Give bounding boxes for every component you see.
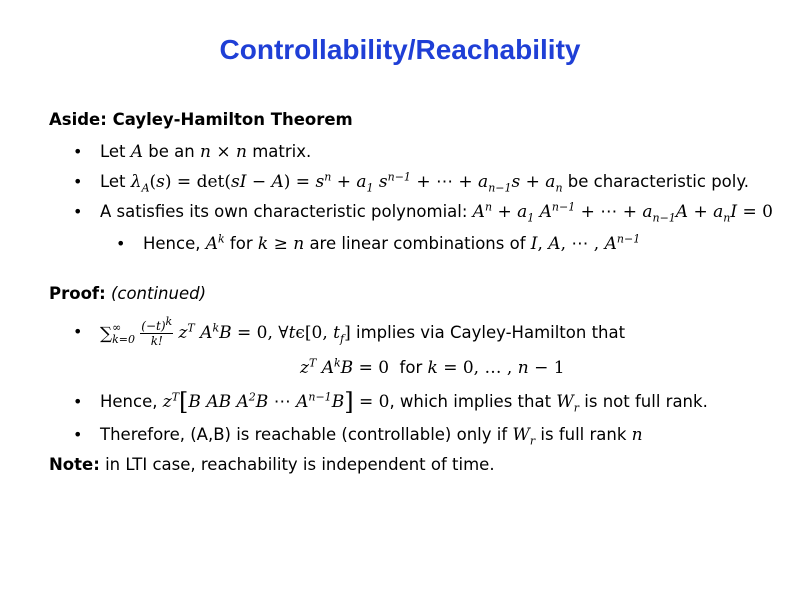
- math-expression: I, A, ⋯ , $A^{n-1}$: [530, 232, 641, 254]
- aside-bullet-2: [100, 170, 750, 195]
- bullet-dot: •: [116, 234, 126, 253]
- text-segment: Hence,: [143, 234, 206, 253]
- bullet-dot: •: [73, 425, 83, 444]
- math-expression: $W_r$: [512, 425, 536, 448]
- note-text: in LTI case, reachability is independent of time.: [99, 455, 495, 474]
- math-expression: $A^k$: [205, 232, 225, 254]
- proof-bullet-1: [100, 316, 625, 351]
- bullet-dot: •: [73, 322, 83, 341]
- aside-heading: Aside: Cayley-Hamilton Theorem: [49, 110, 353, 129]
- text-segment: Let: [100, 172, 131, 191]
- math-expression: $A^n + a_1$ $A^{n-1}$ + ⋯ + $a_{n-1}A + a_nI = 0$: [472, 200, 773, 225]
- bullet-dot: •: [73, 392, 83, 411]
- page-title: Controllability/Reachability: [219, 34, 581, 65]
- bullet-dot: •: [73, 142, 83, 161]
- math-expression: n × n: [200, 142, 247, 162]
- text-segment: Therefore, (A,B) is reachable (controllable) only if: [100, 425, 513, 444]
- math-expression: k = 0, … , n − 1: [427, 358, 565, 378]
- bullet-dot: •: [73, 202, 83, 221]
- text-segment: , which implies that: [389, 392, 557, 411]
- proof-center-equation: [300, 358, 565, 378]
- text-segment: Hence,: [100, 392, 163, 411]
- text-segment: be characteristic poly.: [562, 172, 750, 191]
- text-segment: A satisfies its own characteristic polynomial:: [100, 202, 473, 221]
- proof-bullet-2: [100, 388, 708, 416]
- text-segment: for: [399, 358, 428, 377]
- text-segment: implies via Cayley-Hamilton that: [350, 323, 626, 342]
- aside-bullet-1: [100, 142, 311, 162]
- note-line: [49, 455, 495, 475]
- math-expression: $W_r$: [556, 392, 580, 415]
- proof-bullet-3: [100, 425, 643, 448]
- math-expression: A: [130, 142, 144, 162]
- math-expression: k ≥ n: [257, 234, 305, 254]
- math-expression: $\lambda_A(s) = \det(sI - A) = s^n + a_1$ $s^{n-1}$ + ⋯ + $a_{n-1}s + a_n$: [130, 170, 563, 195]
- proof-label: Proof:: [49, 284, 106, 303]
- math-fraction: $\frac{(-t)^k}{k!}$: [141, 315, 173, 348]
- text-segment: Let: [100, 142, 131, 161]
- aside-sub-bullet: [143, 234, 640, 254]
- text-segment: be an: [143, 142, 200, 161]
- bullet-dot: •: [73, 172, 83, 191]
- math-expression: $z^T$ $A^kB = 0$, ∀tϵ[0, $t_f$]: [178, 321, 351, 346]
- math-expression: $z^T[B$ AB $A^2B$ ⋯ $A^{n-1}B] = 0$: [162, 388, 390, 416]
- text-segment: are linear combinations of: [304, 234, 531, 253]
- text-segment: is full rank: [535, 425, 632, 444]
- text-segment: is not full rank.: [579, 392, 708, 411]
- math-expression: n: [631, 425, 643, 445]
- proof-heading: [49, 284, 206, 304]
- text-segment: matrix.: [246, 142, 312, 161]
- math-expression: $z^T$ $A^kB = 0$: [300, 356, 390, 378]
- proof-paren: (continued): [110, 284, 207, 303]
- math-expression: ∑ ∞ k=0: [100, 321, 136, 346]
- note-label: Note:: [49, 455, 100, 474]
- aside-bullet-3: [100, 200, 773, 225]
- text-segment: for: [224, 234, 258, 253]
